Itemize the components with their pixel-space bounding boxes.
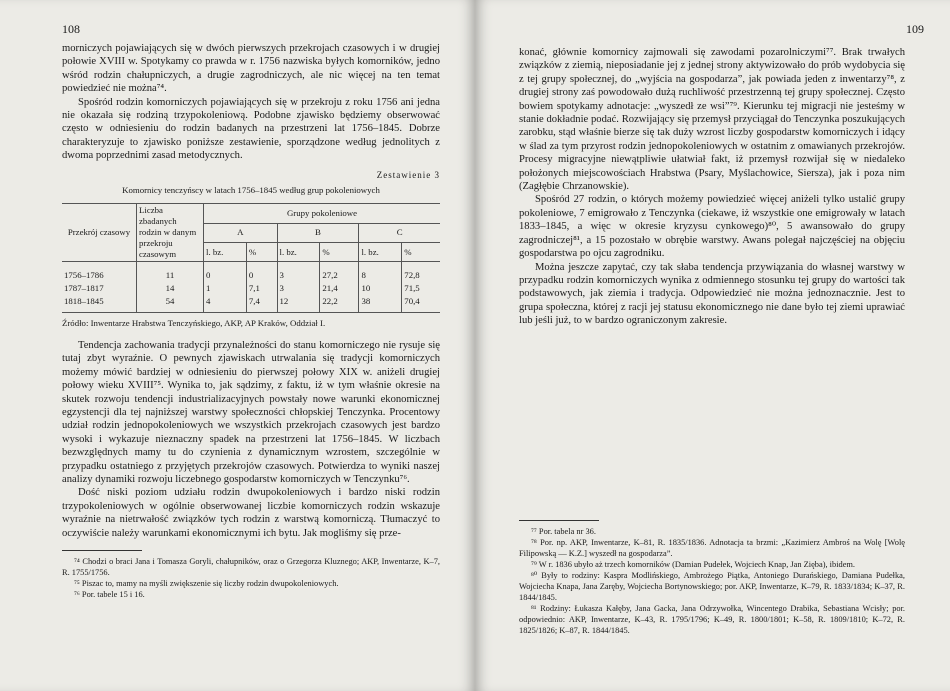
page-number-left: 108 — [62, 22, 80, 36]
footnotes-right-block — [519, 510, 905, 636]
left-text-column — [62, 42, 440, 600]
cell-period: 1818–1845 — [62, 295, 137, 313]
paragraph: morniczych pojawiających się w dwóch pierwszych przekrojach czasowych i w drugiej połowie XVIII w. Spotykamy co prawda w r. 1756 nazwiska byłych komorników, jedno wśród rodzin chałupniczych, a drugie zagrodniczych, ale nic więcej na ten temat powiedzieć nie można⁷⁴. — [62, 43, 440, 95]
cell-c-count: 38 — [359, 295, 402, 313]
footnotes-right — [519, 526, 905, 636]
paragraph: Można jeszcze zapytać, czy tak słaba tendencja przywiązania do własnej warstwy w przypadku rodzin komorniczych wynika z odmiennego stosunku tej grupy do wartości tak podstawowych, jak ziemia i tradycja. Odpowiedzieć nie można jednoznacznie. Jest to grupa społeczna, której z racji jej statusu ekonomicznego nie dane było tej ziemi uprawiać lub jeśli już, to w bardzo ograniczonym zakresie. — [519, 261, 905, 327]
cell-period: 1787–1817 — [64, 283, 104, 294]
footnote: ⁷⁸ Por. np. AKP, Inwentarze, K–81, R. 1835/1836. Adnotacja ta brzmi: „Kazimierz Ambroś na Wolę [Wolę Filipowską — K.Z.] wyszedł na gospodarza”. — [519, 538, 905, 558]
cell-c-pct: 70,4 — [402, 295, 440, 313]
footnote: ⁷⁵ Piszac to, mamy na myśli zwiększenie się liczby rodzin dwupokoleniowych. — [74, 578, 339, 588]
cell-total: 14 — [137, 282, 204, 295]
th-count: Liczba zbadanych rodzin w danym przekroju czasowym — [137, 204, 204, 262]
paragraph: Spośród rodzin komorniczych pojawiających się w przekroju z roku 1756 ani jedna nie okazała się rodziną trzypokoleniową. Podobne zjawisko będziemy obserwować często w odniesieniu do rodzin badanych na przestrzeni lat 1756–1845. Dobrze charakteryzuje to zjawisko poniższe zestawienie, sporządzone według jednolitych z dwoma poprzednimi zasad metodycznych. — [62, 96, 440, 162]
cell-a-pct: 0 — [246, 262, 277, 283]
generations-table — [62, 203, 440, 313]
cell-a-pct: 7,1 — [246, 282, 277, 295]
footnote: ⁷⁷ Por. tabela nr 36. — [531, 527, 596, 536]
cell-a-count: 4 — [204, 295, 247, 313]
right-page — [475, 0, 950, 691]
footnotes-left — [62, 556, 440, 600]
th-a-count: l. bz. — [204, 243, 247, 262]
cell-c-pct: 72,8 — [402, 262, 440, 283]
th-group-b: B — [277, 223, 359, 242]
cell-b-count: 3 — [277, 262, 320, 283]
right-text-column — [519, 46, 905, 328]
table-row — [62, 282, 440, 295]
table-source: Źródło: Inwentarze Hrabstwa Tenczyńskiego, AKP, AP Kraków, Oddział I. — [62, 318, 326, 329]
page-number-right: 109 — [906, 22, 924, 36]
th-b-pct: % — [320, 243, 359, 262]
footnote-divider — [519, 520, 599, 521]
footnote: ⁷⁴ Chodzi o braci Jana i Tomasza Goryli, chałupników, oraz o Grzegorza Kluznego; AKP, Inwentarze, K–7, R. 1755/1756. — [62, 556, 440, 577]
th-b-count: l. bz. — [277, 243, 320, 262]
table-caption: Komornicy tenczyńscy w latach 1756–1845 według grup pokoleniowych — [122, 185, 380, 196]
th-groups-title: Grupy pokoleniowe — [204, 204, 441, 223]
paragraph: Spośród 27 rodzin, o których możemy powiedzieć więcej aniżeli tylko ustalić grupy pokoleniowe, 7 emigrowało z Tenczynka (ciekawe, iż wszystkie one emigrowały w latach 1833–1845, a więc w okresie kryzysu cynkowego)⁸⁰, 5 awansowało do grupy zagrodniczej⁸¹, a 15 pozostało w obrębie warstwy. Awans polegał najczęściej na objęciu gospodarstwa po ojcu zagrodniku. — [519, 194, 905, 260]
cell-a-count: 0 — [204, 262, 247, 283]
footnote: ⁷⁹ W r. 1836 ubyło aż trzech komorników (Damian Pudełek, Wojciech Knap, Jan Zięba), ibidem. — [531, 560, 856, 569]
cell-c-count: 8 — [359, 262, 402, 283]
paragraph: konać, głównie komornicy zajmowali się zawodami pozarolniczymi⁷⁷. Brak trwałych związków z ziemią, nieposiadanie jej z jednej strony aktywizowało do prób wydobycia się z tej grupy społecznej, do „wyjścia na gospodarza”, jak powiada jeden z inwentarzy⁷⁸, z drugiej strony zaś powodowało dużą ruchliwość przestrzenną tej grupy społecznej. Często bowiem spotykamy adnotacje: „wyszedł ze wsi”⁷⁹. Kierunku tej migracji nie jesteśmy w stanie dokładnie podać. Rozwijający się przemysł przyciągał do Tenczynka poszukujących zarobku, stąd właśnie bierze się tak duży wzrost liczby gospodarstw komorniczych i idący w ślad za tym przyrost rodzin jednopokoleniowych w ostatnim z omawianych przekrojów. Procesy migracyjne niewątpliwie ułatwiał fakt, iż przemysł rozwijał się w niedaleko położonych miejscowościach Hrabstwa (Psary, Myślachowice, Siersza), jak i poza nim (Zagłębie Chrzanowskie). — [519, 47, 905, 193]
cell-b-pct: 22,2 — [320, 295, 359, 313]
th-group-c: C — [359, 223, 440, 242]
cell-b-pct: 27,2 — [320, 262, 359, 283]
table-row — [62, 295, 440, 313]
th-c-count: l. bz. — [359, 243, 402, 262]
table-row — [62, 262, 440, 283]
footnote: ⁸⁰ Były to rodziny: Kaspra Modlińskiego, Ambrożego Piątka, Antoniego Durańskiego, Damiana Pudełka, Wojciecha Knapa, Jana Zaręby, Wojciecha Bortynowskiego; por. AKP, Inwentarze, K–79, R. 1833/1834; K–37, R. 1844/1845. — [519, 571, 905, 602]
cell-c-count: 10 — [359, 282, 402, 295]
th-a-pct: % — [246, 243, 277, 262]
cell-b-count: 12 — [277, 295, 320, 313]
th-group-a: A — [204, 223, 278, 242]
cell-a-count: 1 — [204, 282, 247, 295]
cell-b-pct: 21,4 — [320, 282, 359, 295]
table-label: Zestawienie 3 — [376, 169, 440, 180]
cell-period: 1756–1786 — [64, 270, 104, 281]
footnote: ⁸¹ Rodziny: Łukasza Kałęby, Jana Gacka, Jana Odrzywołka, Wincentego Drabika, Sebastiana Wcisły; por. odpowiednio: AKP, Inwentarze, K–43, R. 1795/1796; K–49, R. 1800/1801; K–58, R. 1809/1810; K–72, R. 1825/1826; K–87, R. 1844/1845. — [519, 604, 905, 635]
th-period: Przekrój czasowy — [62, 204, 137, 262]
cell-a-pct: 7,4 — [246, 295, 277, 313]
paragraph: Dość niski poziom udziału rodzin dwupokoleniowych i bardzo niski rodzin trzypokoleniowych w ogólnie obserwowanej liczbie komorniczych rodzin wskazuje wyraźnie na nietrwałość związków tych rodzin z warstwą komorniczą. Tłumaczyć to oczywiście należy warunkami ekonomicznymi ich bytu. Jak mogliśmy się prze- — [62, 487, 440, 539]
footnote-divider — [62, 550, 142, 551]
cell-b-count: 3 — [277, 282, 320, 295]
paragraph: Tendencja zachowania tradycji przynależności do stanu komorniczego nie rysuje się tutaj zbyt wyraźnie. O pewnych zjawiskach utrwalania się tradycji komorniczych możemy mówić bardziej w odniesieniu do pierwszej połowy XIX w. aniżeli drugiej połowy wieku XVIII⁷⁵. Wynika to, jak sądzimy, z faktu, iż w tym właśnie okresie na skutek rozwoju tendencji industrializacyjnych powstały nowe warunki ekonomicznej egzystencji dla tej najniższej warstwy społeczności chłopskiej Tenczynka. Procentowy udział rodzin jednopokoleniowych we wszystkich przekrojach czasowych jest bardzo wysoki i wykazuje nieznaczny spadek na przestrzeni lat 1756–1845. W liczbach bezwzględnych mamy tu do czynienia z dynamicznym wzrostem, szczególnie w przypadku ostatniego z przyjętych przekrojów czasowych. Potwierdza to wyniki naszej analizy dynamiki rozwoju liczebnego gospodarstw komorniczych w Tenczynku⁷⁶. — [62, 339, 440, 485]
cell-total: 54 — [137, 295, 204, 313]
th-c-pct: % — [402, 243, 440, 262]
cell-total: 11 — [137, 262, 204, 283]
cell-c-pct: 71,5 — [402, 282, 440, 295]
footnote: ⁷⁶ Por. tabele 15 i 16. — [74, 589, 145, 599]
